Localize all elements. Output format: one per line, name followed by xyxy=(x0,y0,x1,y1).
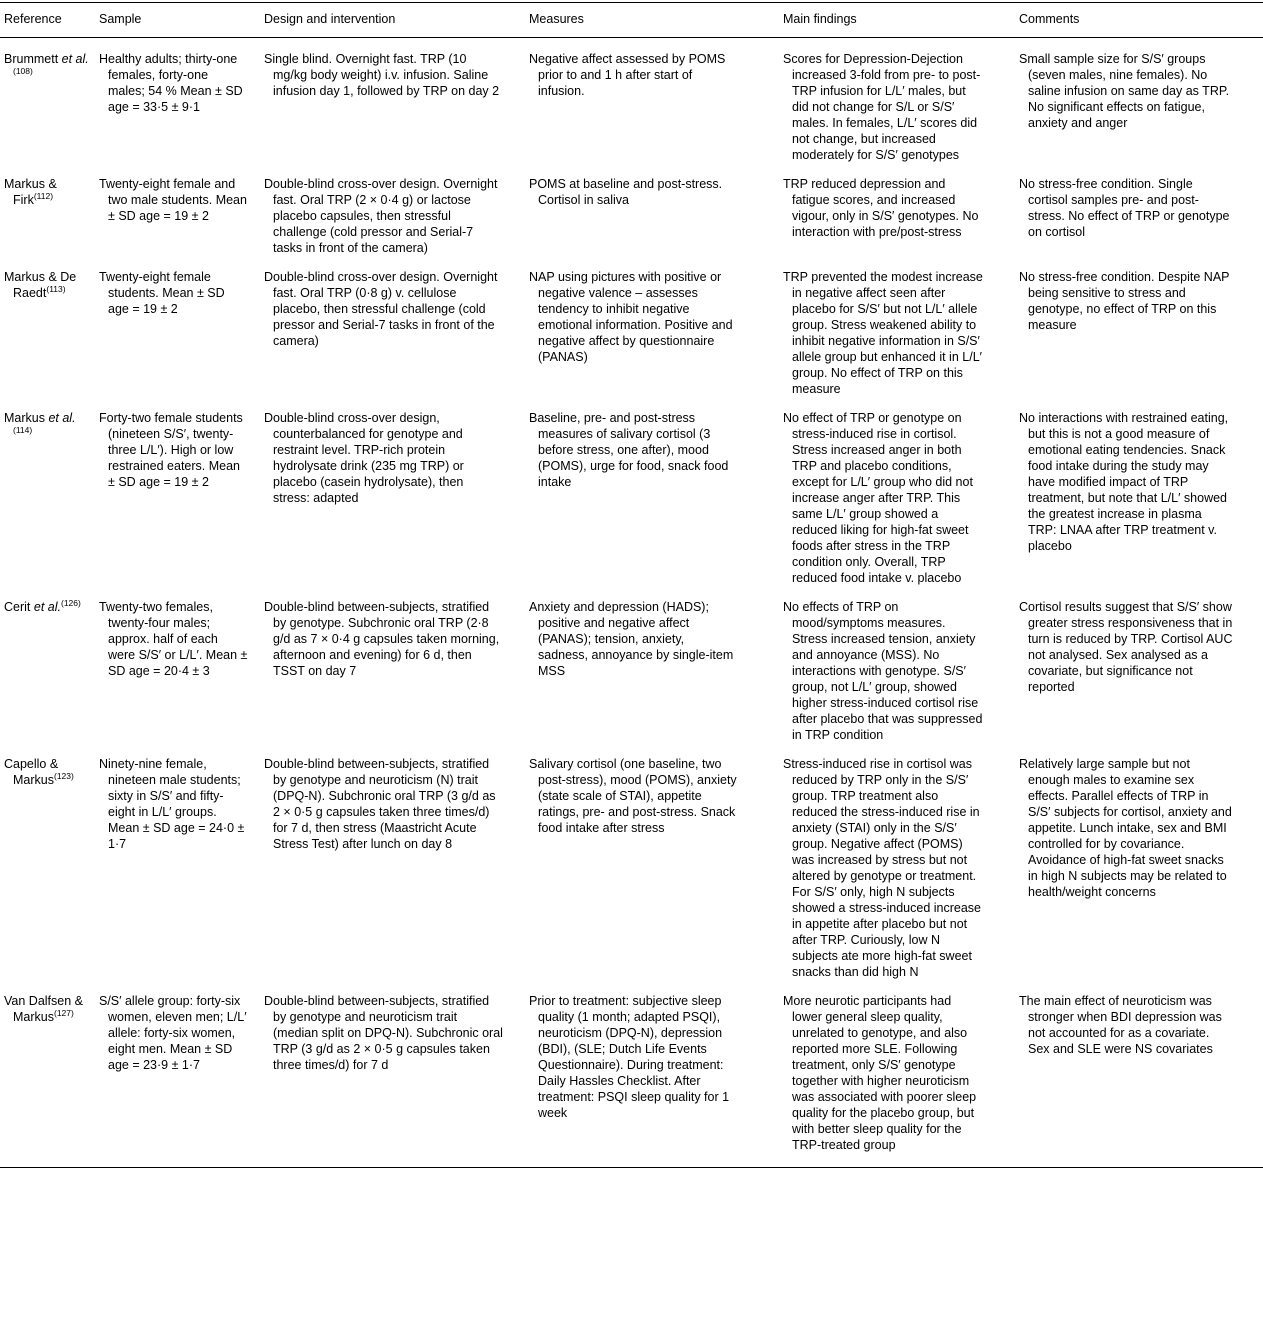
reference-etal: et al. xyxy=(48,411,76,425)
cell-reference xyxy=(0,980,99,1168)
cell-reference xyxy=(0,38,99,164)
cell-comments: Small sample size for S/S′ groups (seven males, nine females). No saline infusion on same day as TRP. No significant effects on fatigue, anxiety and anger xyxy=(1019,52,1230,130)
cell-main-findings: No effects of TRP on mood/symptoms measures. Stress increased tension, anxiety and annoyance (MSS). No interactions with genotype. S/S′ group, not L/L′ group, showed higher stress-induced cortisol rise after placebo that was suppressed in TRP condition xyxy=(783,600,983,742)
reference-name: Markus & Firk xyxy=(4,177,57,207)
cell-sample: S/S′ allele group: forty-six women, eleven men; L/L′ allele: forty-six women, eight men. Mean ± SD age = 23·9 ± 1·7 xyxy=(99,994,247,1072)
cell-sample: Forty-two female students (nineteen S/S′, twenty-three L/L′). High or low restrained eaters. Mean ± SD age = 19 ± 2 xyxy=(99,411,243,489)
table-row xyxy=(0,38,1263,164)
cell-comments: No stress-free condition. Despite NAP being sensitive to stress and genotype, no effect of TRP on this measure xyxy=(1019,270,1230,332)
reference-citation-number: (114) xyxy=(13,424,33,435)
cell-sample: Healthy adults; thirty-one females, forty-one males; 54 % Mean ± SD age = 33·5 ± 9·1 xyxy=(99,52,243,114)
cell-measures: Prior to treatment: subjective sleep quality (1 month; adapted PSQI), neuroticism (DPQ-N), depression (BDI), (SLE; Dutch Life Events Questionnaire). During treatment: Daily Hassles Checklist. After treatment: PSQI sleep quality for 1 week xyxy=(529,994,730,1120)
cell-design: Double-blind cross-over design. Overnight fast. Oral TRP (2 × 0·4 g) or lactose placebo capsules, then stressful challenge (cold pressor and Serial-7 tasks in front of the camera) xyxy=(264,177,498,255)
reference-name: Capello & Markus xyxy=(4,757,59,787)
cell-design: Double-blind between-subjects, stratified by genotype and neuroticism trait (median split on DPQ-N). Subchronic oral TRP (3 g/d as 2 × 0·5 g capsules taken three times/d) for 7 d xyxy=(264,994,503,1072)
reference-name: Brummett xyxy=(4,52,62,66)
cell-reference xyxy=(0,743,99,980)
cell-main-findings: Stress-induced rise in cortisol was reduced by TRP only in the S/S′ group. TRP treatment also reduced the stress-induced rise in anxiety (STAI) only in the S/S′ group. Negative affect (POMS) was increased by stress but not altered by genotype or treatment. For S/S′ only, high N subjects showed a stress-induced increase in appetite after placebo but not after TRP. Curiously, low N subjects ate more high-fat sweet snacks than did high N xyxy=(783,757,981,979)
cell-design: Double-blind cross-over design, counterbalanced for genotype and restraint level. TRP-rich protein hydrolysate drink (235 mg TRP) or placebo (casein hydrolysate), then stress: adapted xyxy=(264,411,464,505)
reference-etal: et al. xyxy=(61,52,89,66)
cell-design: Double-blind cross-over design. Overnight fast. Oral TRP (0·8 g) v. cellulose placebo, then stressful challenge (cold pressor and Serial-7 tasks in front of the camera) xyxy=(264,270,498,348)
reference-citation-number: (126) xyxy=(60,597,81,608)
cell-measures: Negative affect assessed by POMS prior to and 1 h after start of infusion. xyxy=(529,52,726,98)
cell-sample: Ninety-nine female, nineteen male students; sixty in S/S′ and fifty-eight in L/L′ groups. Mean ± SD age = 24·0 ± 1·7 xyxy=(99,757,245,851)
cell-main-findings: Scores for Depression-Dejection increased 3-fold from pre- to post-TRP infusion for L/L′ males, but did not change for S/L or S/S′ males. In females, L/L′ scores did not change, but increased moderately for S/S′ genotypes xyxy=(783,52,981,162)
cell-sample: Twenty-eight female students. Mean ± SD age = 19 ± 2 xyxy=(99,270,225,316)
column-header-design: Design and intervention xyxy=(264,3,529,38)
cell-measures: Salivary cortisol (one baseline, two post-stress), mood (POMS), anxiety (state scale of STAI), appetite ratings, pre- and post-stress. Snack food intake after stress xyxy=(529,757,737,835)
cell-main-findings: TRP reduced depression and fatigue scores, and increased vigour, only in S/S′ genotypes. No interaction with pre/post-stress xyxy=(783,177,979,239)
cell-main-findings: TRP prevented the modest increase in negative affect seen after placebo for S/S′ but not L/L′ allele group. Stress weakened ability to inhibit negative information in S/S′ allele group but enhanced it in L/L′ group. No effect of TRP on this measure xyxy=(783,270,983,396)
cell-main-findings: No effect of TRP or genotype on stress-induced rise in cortisol. Stress increased anger in both TRP and placebo conditions, except for L/L′ group who did not increase anger after TRP. This same L/L′ group showed a reduced liking for high-fat sweet foods after stress in the TRP condition only. Overall, TRP reduced food intake v. placebo xyxy=(783,411,973,585)
table-row xyxy=(0,743,1263,980)
cell-design: Single blind. Overnight fast. TRP (10 mg/kg body weight) i.v. infusion. Saline infusion day 1, followed by TRP on day 2 xyxy=(264,52,500,98)
cell-reference xyxy=(0,256,99,397)
cell-comments: Cortisol results suggest that S/S′ show greater stress responsiveness that in turn is reduced by TRP. Cortisol AUC not analysed. Sex analysed as a covariate, but significance not reported xyxy=(1019,600,1233,694)
column-header-sample: Sample xyxy=(99,3,264,38)
table-row xyxy=(0,397,1263,586)
table-row xyxy=(0,586,1263,743)
cell-design: Double-blind between-subjects, stratified by genotype and neuroticism (N) trait (DPQ-N). Subchronic oral TRP (3 g/d as 2 × 0·5 g capsules taken three times/d) for 7 d, then stress (Maastricht Acute Stress Test) after lunch on day 8 xyxy=(264,757,496,851)
cell-measures: NAP using pictures with positive or negative valence – assesses tendency to inhibit negative emotional information. Positive and negative affect by questionnaire (PANAS) xyxy=(529,270,733,364)
header-row xyxy=(0,3,1263,38)
cell-comments: No stress-free condition. Single cortisol samples pre- and post-stress. No effect of TRP or genotype on cortisol xyxy=(1019,177,1230,239)
cell-comments: The main effect of neuroticism was stronger when BDI depression was not accounted for as a covariate. Sex and SLE were NS covariates xyxy=(1019,994,1222,1056)
table-row xyxy=(0,980,1263,1168)
cell-reference xyxy=(0,586,99,743)
cell-measures: POMS at baseline and post-stress. Cortisol in saliva xyxy=(529,177,723,207)
cell-main-findings: More neurotic participants had lower general sleep quality, unrelated to genotype, and also reported more SLE. Following treatment, only S/S′ genotype together with higher neuroticism was associated with poorer sleep quality for the placebo group, but with better sleep quality for the TRP-treated group xyxy=(783,994,977,1152)
cell-reference xyxy=(0,397,99,586)
reference-citation-number: (113) xyxy=(46,283,66,294)
reference-citation-number: (112) xyxy=(33,190,54,201)
cell-measures: Anxiety and depression (HADS); positive and negative affect (PANAS); tension, anxiety, sadness, annoyance by single-item MSS xyxy=(529,600,734,678)
reference-citation-number: (123) xyxy=(53,770,74,781)
column-header-main-findings: Main findings xyxy=(783,3,1019,38)
table-body xyxy=(0,38,1263,1168)
cell-reference xyxy=(0,163,99,256)
column-header-reference: Reference xyxy=(0,3,99,38)
studies-table xyxy=(0,2,1263,1168)
reference-name: Markus & De Raedt xyxy=(4,270,77,300)
reference-name: Markus xyxy=(4,411,49,425)
cell-comments: Relatively large sample but not enough males to examine sex effects. Parallel effects of TRP in S/S′ subjects for cortisol, anxiety and appetite. Lunch intake, sex and BMI controlled for by covariance. Avoidance of high-fat sweet snacks in high N subjects may be related to health/weight concerns xyxy=(1019,757,1232,899)
reference-etal: et al. xyxy=(33,600,61,614)
reference-citation-number: (108) xyxy=(13,65,33,76)
cell-sample: Twenty-two females, twenty-four males; approx. half of each were S/S′ or L/L′. Mean ± SD age = 20·4 ± 3 xyxy=(99,600,248,678)
reference-citation-number: (127) xyxy=(53,1007,74,1018)
reference-name: Cerit xyxy=(4,600,34,614)
cell-comments: No interactions with restrained eating, but this is not a good measure of emotional eating tendencies. Snack food intake during the study may have modified impact of TRP treatment, but note that L/L′ showed the greatest increase in plasma TRP: LNAA after TRP treatment v. placebo xyxy=(1019,411,1229,553)
cell-design: Double-blind between-subjects, stratified by genotype. Subchronic oral TRP (2·8 g/d as 7 × 0·4 g capsules taken morning, afternoon and evening) for 6 d, then TSST on day 7 xyxy=(264,600,500,678)
column-header-measures: Measures xyxy=(529,3,783,38)
table-row xyxy=(0,256,1263,397)
table-header xyxy=(0,3,1263,38)
cell-measures: Baseline, pre- and post-stress measures of salivary cortisol (3 before stress, one after), mood (POMS), urge for food, snack food intake xyxy=(529,411,729,489)
table-row xyxy=(0,163,1263,256)
cell-sample: Twenty-eight female and two male students. Mean ± SD age = 19 ± 2 xyxy=(99,177,247,223)
column-header-comments: Comments xyxy=(1019,3,1263,38)
reference-name: Van Dalfsen & Markus xyxy=(4,994,83,1024)
